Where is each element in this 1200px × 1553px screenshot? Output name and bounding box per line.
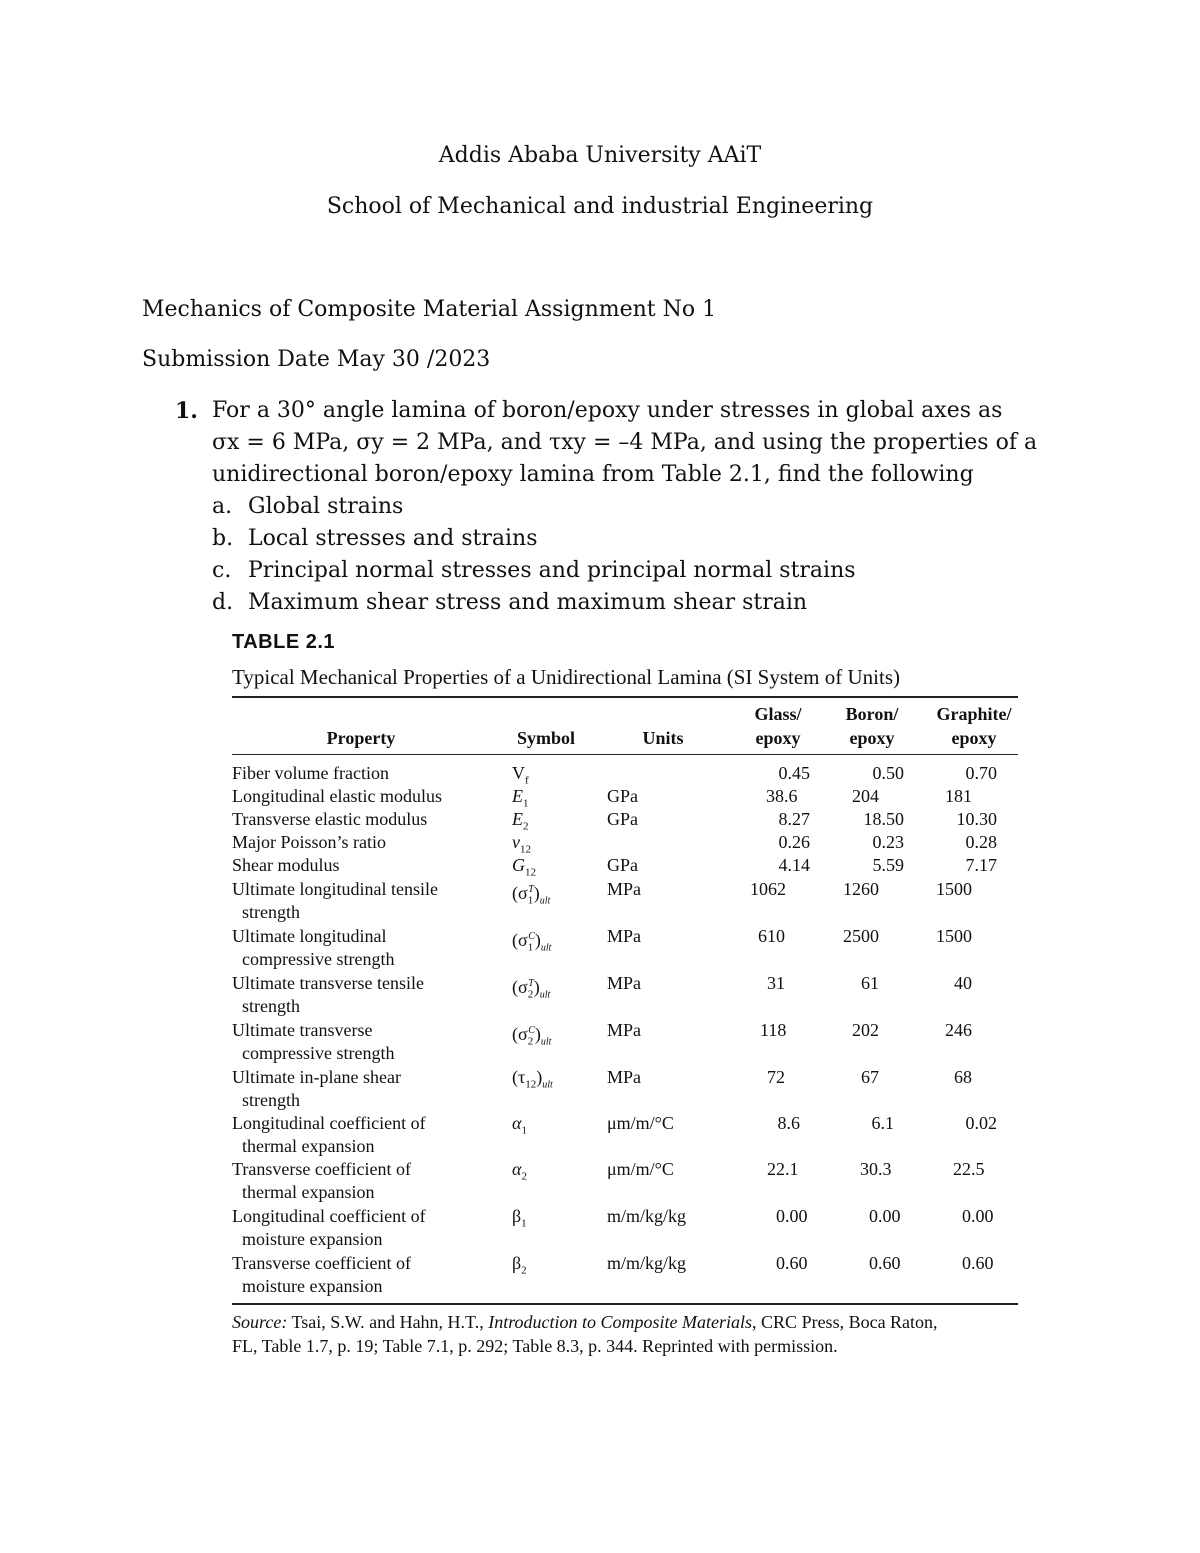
header-symbol: Symbol — [516, 728, 576, 748]
boron-value: 2500 — [843, 926, 879, 946]
boron-value: 0.23 — [872, 832, 904, 852]
symbol-vf: $V_f$ — [512, 763, 529, 787]
table-row-property: Transverse coefficient of thermal expansion — [232, 1159, 411, 1202]
graphite-value: 246 — [945, 1020, 972, 1040]
units-value: μm/m/°C — [607, 1159, 674, 1179]
table-row-property: Shear modulus — [232, 855, 340, 875]
source-pages: FL, Table 1.7, p. 19; Table 7.1, p. 292; Table 8.3, p. 344. Reprinted with permission. — [232, 1336, 838, 1356]
glass-value: 1062 — [750, 879, 786, 899]
table-row-property: Longitudinal elastic modulus — [232, 786, 442, 806]
table-row-property: Major Poisson’s ratio — [232, 832, 387, 852]
table-row-property: Ultimate transverse compressive strength — [232, 1020, 395, 1063]
part-text: Maximum shear stress and maximum shear strain — [248, 590, 808, 615]
part-text: Global strains — [248, 494, 404, 519]
question-number: 1. — [175, 398, 198, 424]
units-value: MPa — [607, 926, 642, 946]
units-value: GPa — [607, 786, 638, 806]
table-top-rule — [232, 696, 1018, 698]
boron-value: 204 — [852, 786, 879, 806]
symbol-e2: $E_2$ — [512, 809, 529, 833]
boron-value: 6.1 — [871, 1113, 894, 1133]
graphite-value: 0.70 — [965, 763, 997, 783]
symbol-sigma2c-ult: $(\sigma_2^C)_{ult}$ — [512, 1024, 552, 1048]
units-value: GPa — [607, 855, 638, 875]
table-label: TABLE 2.1 — [232, 631, 336, 653]
table-row-property: Ultimate in-plane shear strength — [232, 1067, 401, 1110]
source-publisher: , CRC Press, Boca Raton, — [752, 1312, 938, 1332]
glass-value: 31 — [767, 973, 785, 993]
boron-value: 30.3 — [860, 1159, 892, 1179]
header-glass-epoxy — [740, 702, 816, 750]
symbol-beta1: $\beta_1$ — [512, 1206, 527, 1230]
question-line: unidirectional boron/epoxy lamina from Table 2.1, find the following — [212, 462, 974, 487]
header-glass-line1: Glass/ — [754, 704, 802, 724]
glass-value: 72 — [767, 1067, 785, 1087]
graphite-value: 0.28 — [965, 832, 997, 852]
graphite-value: 22.5 — [953, 1159, 985, 1179]
boron-value: 0.60 — [869, 1253, 901, 1273]
boron-value: 67 — [861, 1067, 879, 1087]
boron-value: 0.00 — [869, 1206, 901, 1226]
table-row-property: Transverse elastic modulus — [232, 809, 428, 829]
table-title: Typical Mechanical Properties of a Unidirectional Lamina (SI System of Units) — [232, 665, 901, 689]
part-label: b. — [212, 526, 234, 551]
table-row-property: Ultimate longitudinal tensile strength — [232, 879, 438, 922]
header-graphite-line1: Graphite/ — [936, 704, 1012, 724]
units-value: MPa — [607, 1067, 642, 1087]
graphite-value: 1500 — [936, 879, 972, 899]
boron-value: 0.50 — [872, 763, 904, 783]
graphite-value: 0.60 — [962, 1253, 994, 1273]
boron-value: 1260 — [843, 879, 879, 899]
glass-value: 38.6 — [766, 786, 798, 806]
units-value: MPa — [607, 973, 642, 993]
boron-value: 5.59 — [872, 855, 904, 875]
table-row-property: Longitudinal coefficient of thermal expansion — [232, 1113, 426, 1156]
symbol-nu12: $\nu_{12}$ — [512, 832, 531, 856]
glass-value: 8.6 — [777, 1113, 800, 1133]
symbol-sigma2t-ult: $(\sigma_2^T)_{ult}$ — [512, 977, 551, 1001]
graphite-value: 40 — [954, 973, 972, 993]
part-text: Local stresses and strains — [248, 526, 538, 551]
table-header-rule — [232, 754, 1018, 755]
assignment-title: Mechanics of Composite Material Assignment No 1 — [142, 297, 717, 322]
table-row-property: Ultimate longitudinal compressive strength — [232, 926, 395, 969]
part-text: Principal normal stresses and principal normal strains — [248, 558, 856, 583]
graphite-value: 181 — [945, 786, 972, 806]
university-name: Addis Ababa University AAiT — [438, 143, 762, 168]
question-line: For a 30° angle lamina of boron/epoxy under stresses in global axes as — [212, 398, 1003, 423]
source-label: Source: — [232, 1312, 288, 1332]
glass-value: 8.27 — [778, 809, 810, 829]
school-name: School of Mechanical and industrial Engineering — [326, 194, 874, 219]
part-label: a. — [212, 494, 233, 519]
header-boron-line2: epoxy — [849, 728, 895, 748]
header-units: Units — [642, 728, 684, 748]
symbol-beta2: $\beta_2$ — [512, 1253, 527, 1277]
part-label: d. — [212, 590, 234, 615]
table-row-property: Fiber volume fraction — [232, 763, 389, 783]
part-label: c. — [212, 558, 232, 583]
glass-value: 0.00 — [776, 1206, 808, 1226]
header-boron-line1: Boron/ — [845, 704, 899, 724]
units-value: m/m/kg/kg — [607, 1253, 687, 1273]
graphite-value: 1500 — [936, 926, 972, 946]
symbol-g12: $G_{12}$ — [512, 855, 536, 879]
header-graphite-epoxy — [926, 702, 1022, 750]
submission-date: Submission Date May 30 /2023 — [142, 347, 491, 372]
header-glass-line2: epoxy — [755, 728, 801, 748]
question-line: σx = 6 MPa, σy = 2 MPa, and τxy = –4 MPa, and using the properties of a — [212, 430, 1038, 455]
header-graphite-line2: epoxy — [951, 728, 997, 748]
table-source-note — [232, 1310, 1032, 1358]
symbol-alpha1: $\alpha_1$ — [512, 1113, 527, 1137]
table-bottom-rule — [232, 1303, 1018, 1305]
graphite-value: 68 — [954, 1067, 972, 1087]
glass-value: 4.14 — [778, 855, 810, 875]
glass-value: 0.26 — [778, 832, 810, 852]
units-value: m/m/kg/kg — [607, 1206, 687, 1226]
table-row-property: Transverse coefficient of moisture expansion — [232, 1253, 411, 1296]
glass-value: 0.45 — [778, 763, 810, 783]
table-row-property: Ultimate transverse tensile strength — [232, 973, 424, 1016]
units-value: MPa — [607, 879, 642, 899]
symbol-alpha2: $\alpha_2$ — [512, 1159, 527, 1183]
symbol-sigma1t-ult: $(\sigma_1^T)_{ult}$ — [512, 883, 551, 907]
graphite-value: 0.02 — [965, 1113, 997, 1133]
symbol-e1: $E_1$ — [512, 786, 529, 810]
symbol-tau12-ult: $(\tau_{12})_{ult}$ — [512, 1067, 553, 1091]
glass-value: 0.60 — [776, 1253, 808, 1273]
header-boron-epoxy — [832, 702, 912, 750]
units-value: μm/m/°C — [607, 1113, 674, 1133]
glass-value: 118 — [760, 1020, 787, 1040]
glass-value: 22.1 — [767, 1159, 799, 1179]
boron-value: 202 — [852, 1020, 879, 1040]
units-value: GPa — [607, 809, 638, 829]
header-property: Property — [326, 728, 396, 748]
graphite-value: 7.17 — [965, 855, 997, 875]
boron-value: 61 — [861, 973, 879, 993]
table-row-property: Longitudinal coefficient of moisture expansion — [232, 1206, 426, 1249]
graphite-value: 0.00 — [962, 1206, 994, 1226]
boron-value: 18.50 — [863, 809, 904, 829]
source-book: Introduction to Composite Materials — [488, 1312, 753, 1332]
source-authors: Tsai, S.W. and Hahn, H.T., — [291, 1312, 484, 1332]
units-value: MPa — [607, 1020, 642, 1040]
glass-value: 610 — [758, 926, 785, 946]
symbol-sigma1c-ult: $(\sigma_1^C)_{ult}$ — [512, 930, 552, 954]
graphite-value: 10.30 — [956, 809, 997, 829]
